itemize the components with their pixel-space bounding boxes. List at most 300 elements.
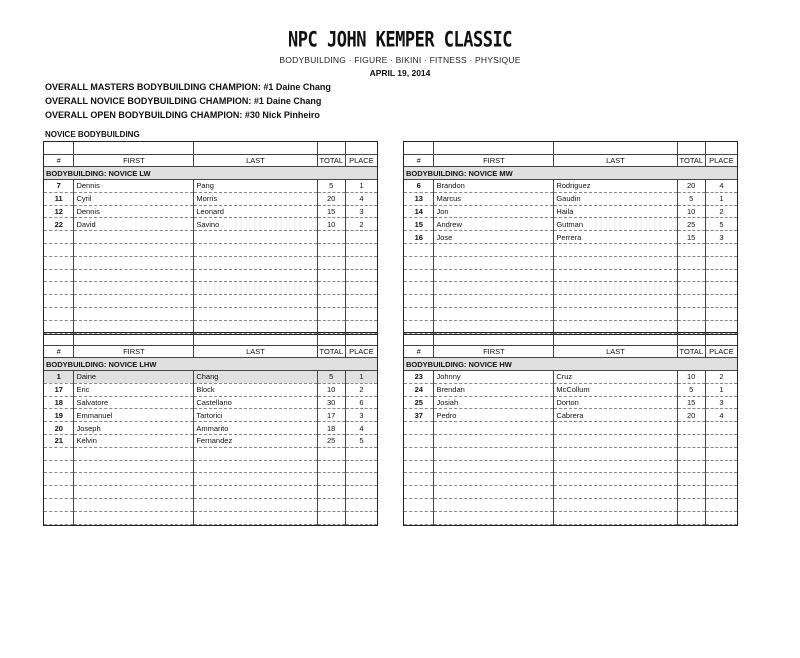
empty-cell	[404, 422, 434, 435]
table-row	[404, 192, 737, 205]
empty-cell	[345, 499, 377, 512]
competitor-place: 2	[705, 205, 737, 218]
competitor-num: 13	[404, 192, 434, 205]
column-header-num: #	[404, 345, 434, 358]
competitor-num: 23	[404, 371, 434, 384]
empty-cell	[705, 435, 737, 448]
blank-cell	[194, 142, 317, 154]
empty-cell	[434, 269, 554, 282]
empty-cell	[677, 486, 705, 499]
competitor-total: 30	[317, 396, 345, 409]
competitor-last: Cabrera	[554, 409, 677, 422]
empty-cell	[404, 511, 434, 524]
empty-cell	[705, 269, 737, 282]
competitor-last: Block	[194, 383, 317, 396]
empty-cell	[554, 435, 677, 448]
competitor-first: Brandon	[434, 180, 554, 193]
empty-cell	[345, 460, 377, 473]
competitor-num: 17	[44, 383, 74, 396]
competitor-total: 18	[317, 422, 345, 435]
empty-cell	[74, 447, 194, 460]
competitor-place: 3	[345, 205, 377, 218]
event-title: NPC JOHN KEMPER CLASSIC	[288, 27, 512, 53]
empty-cell	[317, 486, 345, 499]
empty-cell	[74, 460, 194, 473]
empty-cell	[194, 256, 317, 269]
competitor-total: 15	[677, 231, 705, 244]
competitor-first: Dennis	[74, 205, 194, 218]
competitor-place: 3	[705, 396, 737, 409]
competitor-first: Kelvin	[74, 435, 194, 448]
empty-cell	[317, 244, 345, 257]
blank-cell	[705, 333, 737, 345]
competitor-num: 12	[44, 205, 74, 218]
competitor-total: 10	[317, 383, 345, 396]
competitor-last: Tartorici	[194, 409, 317, 422]
column-header-total: TOTAL	[317, 154, 345, 167]
table-row	[44, 511, 377, 524]
competitor-place: 4	[705, 409, 737, 422]
table-row	[404, 231, 737, 244]
empty-cell	[554, 447, 677, 460]
empty-cell	[404, 308, 434, 321]
results-table-lhw	[43, 332, 378, 526]
empty-cell	[194, 499, 317, 512]
empty-cell	[317, 295, 345, 308]
column-header-first: FIRST	[434, 154, 554, 167]
empty-cell	[44, 295, 74, 308]
table-row	[44, 447, 377, 460]
empty-cell	[74, 282, 194, 295]
competitor-num: 21	[44, 435, 74, 448]
empty-cell	[44, 486, 74, 499]
competitor-num: 18	[44, 396, 74, 409]
empty-cell	[705, 511, 737, 524]
table-row	[404, 244, 737, 257]
table-row	[44, 435, 377, 448]
section-label: NOVICE BODYBUILDING	[45, 130, 140, 139]
table-row	[404, 205, 737, 218]
empty-cell	[434, 435, 554, 448]
table-row	[404, 435, 737, 448]
competitor-num: 24	[404, 383, 434, 396]
novice-champion-line: OVERALL NOVICE BODYBUILDING CHAMPION: #1 Daine Chang	[45, 96, 322, 106]
competitor-num: 6	[404, 180, 434, 193]
empty-cell	[404, 473, 434, 486]
empty-cell	[677, 256, 705, 269]
column-header-first: FIRST	[74, 345, 194, 358]
empty-cell	[705, 447, 737, 460]
competitor-last: Cruz	[554, 371, 677, 384]
competitor-last: McCollum	[554, 383, 677, 396]
competitor-first: Brendan	[434, 383, 554, 396]
open-champion-line: OVERALL OPEN BODYBUILDING CHAMPION: #30 Nick Pinheiro	[45, 110, 320, 120]
competitor-last: Gutman	[554, 218, 677, 231]
empty-cell	[404, 282, 434, 295]
competitor-last: Pang	[194, 180, 317, 193]
table-row	[44, 244, 377, 257]
empty-cell	[404, 244, 434, 257]
competitor-last: Fernandez	[194, 435, 317, 448]
empty-cell	[705, 499, 737, 512]
blank-cell	[44, 142, 74, 154]
competitor-total: 25	[317, 435, 345, 448]
table-row	[404, 269, 737, 282]
column-header-first: FIRST	[74, 154, 194, 167]
masters-champion-line: OVERALL MASTERS BODYBUILDING CHAMPION: #1 Daine Chang	[45, 82, 331, 92]
empty-cell	[404, 486, 434, 499]
empty-cell	[194, 269, 317, 282]
empty-cell	[677, 447, 705, 460]
class-name: BODYBUILDING: NOVICE LHW	[44, 358, 377, 371]
empty-cell	[705, 460, 737, 473]
table-row	[44, 218, 377, 231]
table-row	[404, 409, 737, 422]
competitor-num: 19	[44, 409, 74, 422]
empty-cell	[677, 473, 705, 486]
empty-cell	[345, 244, 377, 257]
competitor-num: 15	[404, 218, 434, 231]
empty-cell	[705, 308, 737, 321]
empty-cell	[74, 295, 194, 308]
table-row	[404, 422, 737, 435]
empty-cell	[194, 295, 317, 308]
competitor-first: Salvatore	[74, 396, 194, 409]
competitor-last: Leonard	[194, 205, 317, 218]
competitor-place: 2	[345, 218, 377, 231]
empty-cell	[554, 282, 677, 295]
table-row	[404, 499, 737, 512]
table-row	[404, 218, 737, 231]
competitor-first: Josiah	[434, 396, 554, 409]
blank-cell	[677, 333, 705, 345]
empty-cell	[434, 244, 554, 257]
competitor-place: 6	[345, 396, 377, 409]
empty-cell	[317, 282, 345, 295]
empty-cell	[74, 473, 194, 486]
empty-cell	[317, 447, 345, 460]
empty-cell	[677, 282, 705, 295]
empty-cell	[44, 269, 74, 282]
table-row	[44, 473, 377, 486]
empty-cell	[317, 460, 345, 473]
empty-cell	[345, 511, 377, 524]
table-row	[404, 383, 737, 396]
column-header-num: #	[44, 345, 74, 358]
table-row	[404, 256, 737, 269]
empty-cell	[44, 256, 74, 269]
competitor-first: Cyril	[74, 192, 194, 205]
class-name: BODYBUILDING: NOVICE MW	[404, 167, 737, 180]
column-header-place: PLACE	[345, 345, 377, 358]
empty-cell	[44, 511, 74, 524]
competitor-first: Andrew	[434, 218, 554, 231]
competitor-first: Daine	[74, 371, 194, 384]
competitor-last: Morris	[194, 192, 317, 205]
competitor-total: 5	[317, 180, 345, 193]
table-row	[404, 460, 737, 473]
competitor-place: 1	[345, 371, 377, 384]
event-date: APRIL 19, 2014	[369, 68, 431, 78]
column-header-last: LAST	[554, 154, 677, 167]
blank-cell	[434, 142, 554, 154]
empty-cell	[677, 460, 705, 473]
column-header-last: LAST	[194, 154, 317, 167]
table-row	[44, 460, 377, 473]
empty-cell	[44, 473, 74, 486]
table-row	[404, 473, 737, 486]
empty-cell	[317, 269, 345, 282]
competitor-last: Gaudin	[554, 192, 677, 205]
empty-cell	[677, 499, 705, 512]
competitor-last: Castellano	[194, 396, 317, 409]
empty-cell	[74, 486, 194, 499]
empty-cell	[345, 308, 377, 321]
competitor-last: Rodriguez	[554, 180, 677, 193]
competitor-last: Chang	[194, 371, 317, 384]
column-header-num: #	[44, 154, 74, 167]
empty-cell	[44, 460, 74, 473]
competitor-total: 5	[677, 383, 705, 396]
blank-cell	[434, 333, 554, 345]
competitor-num: 7	[44, 180, 74, 193]
empty-cell	[434, 447, 554, 460]
empty-cell	[404, 447, 434, 460]
column-header-place: PLACE	[705, 154, 737, 167]
empty-cell	[345, 447, 377, 460]
empty-cell	[44, 499, 74, 512]
empty-cell	[677, 295, 705, 308]
competitor-total: 5	[317, 371, 345, 384]
competitor-place: 3	[345, 409, 377, 422]
competitor-first: David	[74, 218, 194, 231]
table-row	[44, 396, 377, 409]
table-row	[404, 282, 737, 295]
empty-cell	[705, 295, 737, 308]
blank-cell	[74, 333, 194, 345]
column-header-last: LAST	[554, 345, 677, 358]
competitor-last: Perrera	[554, 231, 677, 244]
empty-cell	[554, 269, 677, 282]
competitor-place: 1	[345, 180, 377, 193]
empty-cell	[554, 499, 677, 512]
empty-cell	[705, 256, 737, 269]
empty-cell	[434, 460, 554, 473]
competitor-first: Dennis	[74, 180, 194, 193]
empty-cell	[74, 244, 194, 257]
empty-cell	[434, 499, 554, 512]
competitor-place: 4	[345, 192, 377, 205]
empty-cell	[677, 511, 705, 524]
table-row	[404, 180, 737, 193]
empty-cell	[677, 422, 705, 435]
competitor-place: 3	[705, 231, 737, 244]
competitor-num: 25	[404, 396, 434, 409]
empty-cell	[317, 256, 345, 269]
empty-cell	[404, 269, 434, 282]
empty-cell	[194, 231, 317, 244]
column-header-place: PLACE	[705, 345, 737, 358]
empty-cell	[705, 282, 737, 295]
table-row	[44, 180, 377, 193]
empty-cell	[705, 486, 737, 499]
column-header-place: PLACE	[345, 154, 377, 167]
column-header-first: FIRST	[434, 345, 554, 358]
empty-cell	[194, 511, 317, 524]
empty-cell	[194, 282, 317, 295]
empty-cell	[194, 447, 317, 460]
table-row	[44, 205, 377, 218]
empty-cell	[434, 422, 554, 435]
competitor-place: 2	[705, 371, 737, 384]
blank-cell	[404, 142, 434, 154]
table-row	[404, 396, 737, 409]
competitor-total: 25	[677, 218, 705, 231]
table-row	[44, 499, 377, 512]
competitor-total: 5	[677, 192, 705, 205]
empty-cell	[434, 486, 554, 499]
empty-cell	[74, 308, 194, 321]
empty-cell	[404, 460, 434, 473]
empty-cell	[345, 282, 377, 295]
competitor-place: 4	[345, 422, 377, 435]
empty-cell	[317, 499, 345, 512]
class-name: BODYBUILDING: NOVICE LW	[44, 167, 377, 180]
competitor-first: Emmanuel	[74, 409, 194, 422]
blank-cell	[677, 142, 705, 154]
table-row	[44, 192, 377, 205]
empty-cell	[44, 447, 74, 460]
competitor-total: 15	[317, 205, 345, 218]
empty-cell	[404, 499, 434, 512]
competitor-num: 16	[404, 231, 434, 244]
empty-cell	[554, 511, 677, 524]
table-row	[44, 383, 377, 396]
column-header-total: TOTAL	[317, 345, 345, 358]
empty-cell	[317, 473, 345, 486]
empty-cell	[677, 308, 705, 321]
column-header-last: LAST	[194, 345, 317, 358]
competitor-last: Haila	[554, 205, 677, 218]
empty-cell	[554, 460, 677, 473]
empty-cell	[434, 282, 554, 295]
empty-cell	[677, 244, 705, 257]
empty-cell	[404, 295, 434, 308]
empty-cell	[345, 473, 377, 486]
competitor-num: 22	[44, 218, 74, 231]
competitor-last: Dorton	[554, 396, 677, 409]
empty-cell	[434, 256, 554, 269]
results-table-hw	[403, 332, 738, 526]
empty-cell	[74, 499, 194, 512]
empty-cell	[317, 511, 345, 524]
competitor-place: 1	[705, 192, 737, 205]
blank-cell	[317, 333, 345, 345]
table-row	[44, 256, 377, 269]
empty-cell	[554, 422, 677, 435]
table-row	[404, 447, 737, 460]
competitor-first: Jon	[434, 205, 554, 218]
column-header-total: TOTAL	[677, 345, 705, 358]
empty-cell	[44, 282, 74, 295]
table-row	[44, 371, 377, 384]
empty-cell	[345, 486, 377, 499]
empty-cell	[434, 511, 554, 524]
competitor-num: 20	[44, 422, 74, 435]
empty-cell	[317, 231, 345, 244]
empty-cell	[554, 295, 677, 308]
competitor-total: 10	[677, 205, 705, 218]
empty-cell	[74, 231, 194, 244]
table-row	[44, 231, 377, 244]
empty-cell	[554, 473, 677, 486]
competitor-total: 20	[317, 192, 345, 205]
table-row	[404, 308, 737, 321]
empty-cell	[434, 473, 554, 486]
table-row	[404, 511, 737, 524]
class-name: BODYBUILDING: NOVICE HW	[404, 358, 737, 371]
empty-cell	[345, 269, 377, 282]
empty-cell	[677, 435, 705, 448]
column-header-total: TOTAL	[677, 154, 705, 167]
competitor-place: 1	[705, 383, 737, 396]
empty-cell	[434, 308, 554, 321]
competitor-place: 4	[705, 180, 737, 193]
empty-cell	[404, 256, 434, 269]
competitor-place: 5	[345, 435, 377, 448]
results-table-mw	[403, 141, 738, 335]
table-row	[44, 308, 377, 321]
competitor-total: 15	[677, 396, 705, 409]
empty-cell	[44, 231, 74, 244]
blank-cell	[74, 142, 194, 154]
empty-cell	[194, 486, 317, 499]
competitor-num: 1	[44, 371, 74, 384]
blank-cell	[404, 333, 434, 345]
competitor-place: 5	[705, 218, 737, 231]
competitor-total: 20	[677, 409, 705, 422]
competitor-last: Ammarito	[194, 422, 317, 435]
blank-cell	[554, 142, 677, 154]
blank-cell	[317, 142, 345, 154]
empty-cell	[705, 473, 737, 486]
empty-cell	[317, 308, 345, 321]
competitor-first: Joseph	[74, 422, 194, 435]
empty-cell	[554, 486, 677, 499]
competitor-total: 20	[677, 180, 705, 193]
blank-cell	[194, 333, 317, 345]
competitor-first: Eric	[74, 383, 194, 396]
empty-cell	[554, 244, 677, 257]
empty-cell	[705, 422, 737, 435]
blank-cell	[705, 142, 737, 154]
blank-cell	[44, 333, 74, 345]
empty-cell	[194, 473, 317, 486]
empty-cell	[194, 244, 317, 257]
blank-cell	[345, 142, 377, 154]
table-row	[44, 486, 377, 499]
empty-cell	[74, 256, 194, 269]
table-row	[404, 371, 737, 384]
column-header-num: #	[404, 154, 434, 167]
empty-cell	[345, 231, 377, 244]
empty-cell	[705, 244, 737, 257]
empty-cell	[74, 269, 194, 282]
table-row	[404, 295, 737, 308]
competitor-first: Pedro	[434, 409, 554, 422]
empty-cell	[677, 269, 705, 282]
competitor-first: Johnny	[434, 371, 554, 384]
